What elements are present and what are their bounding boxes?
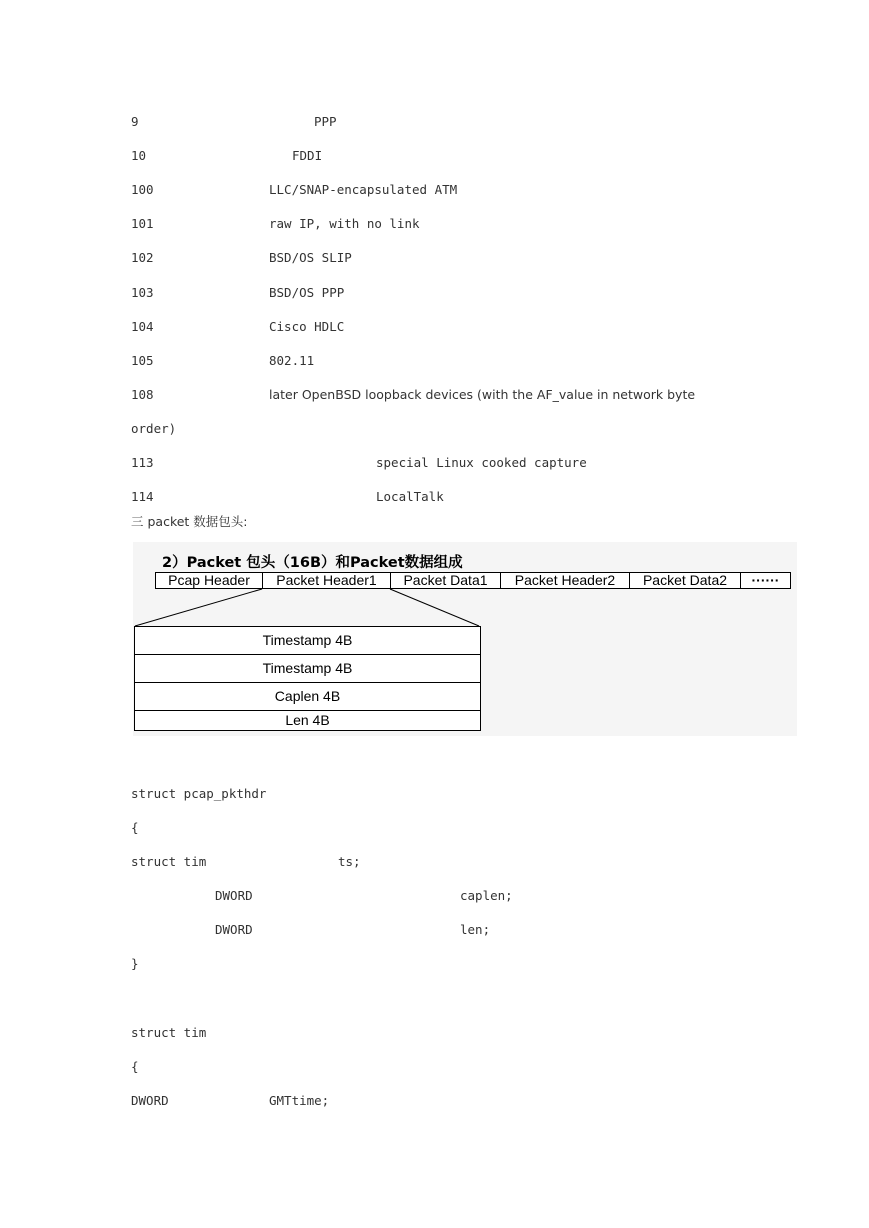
cell-ellipsis: ······: [740, 572, 791, 589]
code-tim-decl: struct tim: [131, 1025, 207, 1040]
linktype-desc-105: 802.11: [269, 353, 315, 368]
cell-packet-data2: Packet Data2: [629, 572, 741, 589]
linktype-desc-114: LocalTalk: [376, 489, 444, 504]
code-len-type: DWORD: [215, 922, 253, 937]
field-timestamp-1: Timestamp 4B: [135, 627, 480, 655]
code-ts-name: ts;: [338, 854, 361, 869]
code-caplen-name: caplen;: [460, 888, 513, 903]
field-caplen: Caplen 4B: [135, 683, 480, 711]
linktype-desc-100: LLC/SNAP-encapsulated ATM: [269, 182, 458, 197]
cell-packet-data1: Packet Data1: [390, 572, 501, 589]
linktype-desc-101: raw IP, with no link: [269, 216, 420, 231]
linktype-code-101: 101: [131, 216, 154, 231]
code-pkthdr-decl: struct pcap_pkthdr: [131, 786, 267, 801]
cell-packet-header2: Packet Header2: [500, 572, 630, 589]
linktype-desc-113: special Linux cooked capture: [376, 455, 587, 470]
linktype-desc-102: BSD/OS SLIP: [269, 250, 352, 265]
linktype-code-105: 105: [131, 353, 154, 368]
linktype-desc-9: PPP: [314, 114, 337, 129]
linktype-code-113: 113: [131, 455, 154, 470]
code-gmt-name: GMTtime;: [269, 1093, 330, 1108]
section-heading: 三 packet 数据包头:: [131, 514, 248, 529]
code-open-brace-2: {: [131, 1059, 139, 1074]
expansion-line-left: [135, 589, 262, 626]
linktype-code-102: 102: [131, 250, 154, 265]
packet-header-fields: [134, 626, 481, 731]
packet-structure-figure: [133, 542, 797, 736]
cell-packet-header1: Packet Header1: [262, 572, 391, 589]
code-ts-type: struct tim: [131, 854, 207, 869]
figure-title: 2）Packet 包头（16B）和Packet数据组成: [162, 555, 463, 571]
linktype-desc-108-cont: order): [131, 421, 177, 436]
expansion-line-right: [390, 589, 479, 626]
code-open-brace: {: [131, 820, 139, 835]
linktype-code-100: 100: [131, 182, 154, 197]
code-caplen-type: DWORD: [215, 888, 253, 903]
field-len: Len 4B: [285, 712, 330, 728]
linktype-code-114: 114: [131, 489, 154, 504]
field-timestamp-2: Timestamp 4B: [135, 655, 480, 683]
linktype-code-9: 9: [131, 114, 139, 129]
code-close-brace: }: [131, 956, 139, 971]
code-gmt-type: DWORD: [131, 1093, 169, 1108]
linktype-code-10: 10: [131, 148, 147, 163]
linktype-desc-108: later OpenBSD loopback devices (with the AF_value in network byte: [269, 387, 696, 402]
code-len-name: len;: [460, 922, 491, 937]
linktype-code-104: 104: [131, 319, 154, 334]
linktype-code-103: 103: [131, 285, 154, 300]
linktype-desc-103: BSD/OS PPP: [269, 285, 345, 300]
cell-pcap-header: Pcap Header: [155, 572, 263, 589]
linktype-desc-104: Cisco HDLC: [269, 319, 345, 334]
linktype-code-108: 108: [131, 387, 154, 402]
linktype-desc-10: FDDI: [292, 148, 323, 163]
